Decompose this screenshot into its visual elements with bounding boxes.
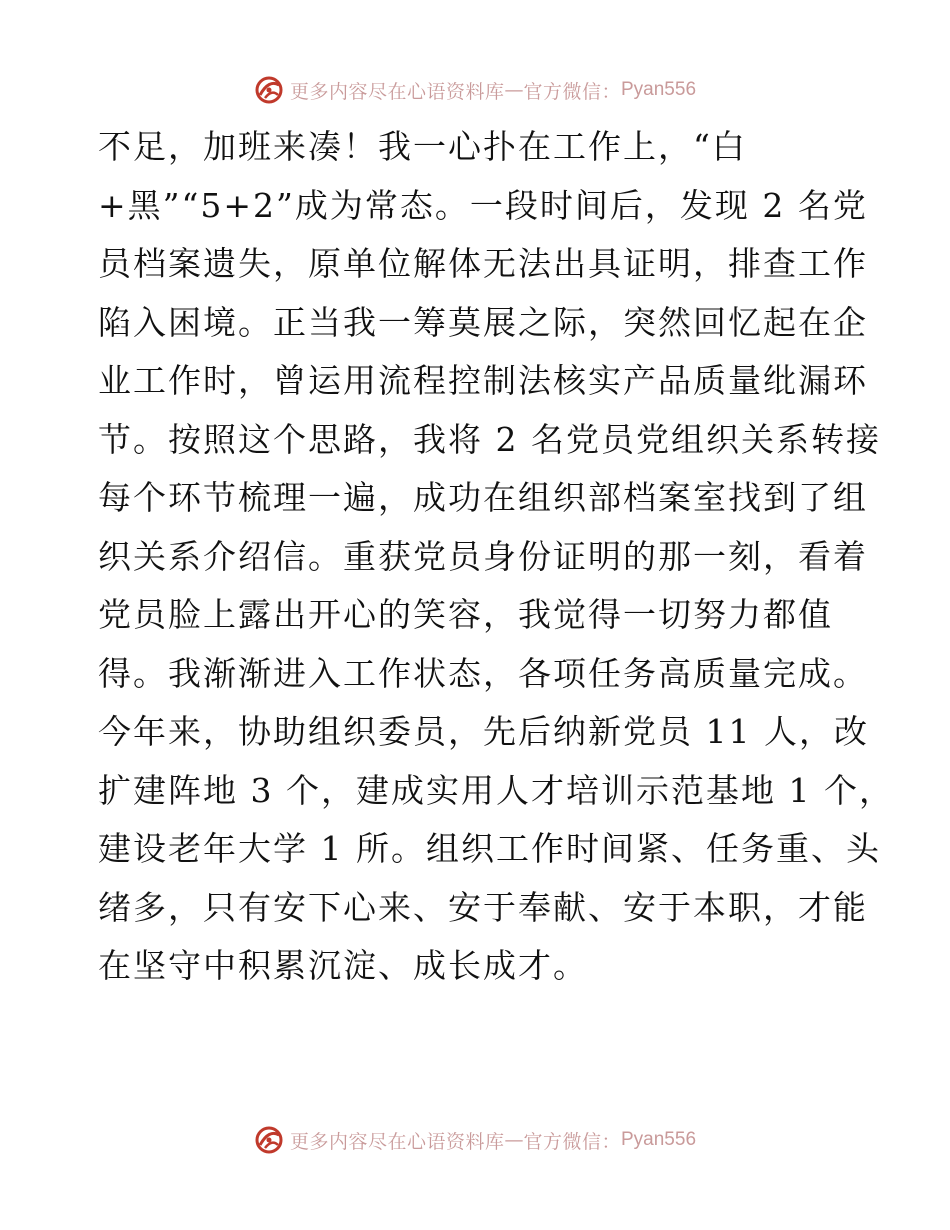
body-line: 业工作时，曾运用流程控制法核实产品质量纰漏环: [98, 361, 868, 400]
body-line: 不足，加班来凑！我一心扑在工作上，“白: [98, 127, 747, 166]
footer-banner: [0, 1122, 950, 1158]
header-banner-text: 更多内容尽在心语资料库: [289, 80, 505, 103]
footer-wechat-label: 官方微信：: [523, 1130, 621, 1153]
red-swirl-logo-icon: [254, 75, 284, 105]
header-wechat-label: 官方微信：: [523, 80, 621, 103]
header-banner: [0, 72, 950, 108]
body-line: 织关系介绍信。重获党员身份证明的那一刻，看着: [98, 536, 868, 576]
body-line: 每个环节梳理一遍，成功在组织部档案室找到了组: [98, 478, 868, 517]
red-swirl-logo-icon: [254, 1125, 284, 1155]
body-line: 绪多，只有安下心来、安于奉献、安于本职，才能: [98, 887, 868, 927]
footer-wechat-id: Pyan556: [621, 1129, 697, 1150]
body-line: 在坚守中积累沉淀、成长成才。: [98, 946, 588, 985]
body-line: 陷入困境。正当我一筹莫展之际，突然回忆起在企: [98, 302, 868, 342]
footer-banner-separator: —: [504, 1129, 524, 1151]
body-line: 今年来，协助组织委员，先后纳新党员 11 人，改: [98, 712, 869, 751]
body-line: 员档案遗失，原单位解体无法出具证明，排查工作: [98, 244, 868, 283]
footer-banner-text: 更多内容尽在心语资料库: [289, 1130, 505, 1153]
body-line: 建设老年大学 1 所。组织工作时间紧、任务重、头: [98, 829, 881, 868]
header-wechat-id: Pyan556: [621, 79, 697, 100]
body-line: 节。按照这个思路，我将 2 名党员党组织关系转接: [98, 419, 881, 459]
body-line: +黑”“5+2”成为常态。一段时间后，发现 2 名党: [98, 185, 868, 225]
body-text: [98, 118, 894, 996]
header-banner-separator: —: [504, 79, 524, 101]
body-line: 党员脸上露出开心的笑容，我觉得一切努力都值: [98, 595, 833, 634]
body-line: 扩建阵地 3 个，建成实用人才培训示范基地 1 个，: [98, 770, 894, 810]
body-line: 得。我渐渐进入工作状态，各项任务高质量完成。: [98, 653, 868, 693]
